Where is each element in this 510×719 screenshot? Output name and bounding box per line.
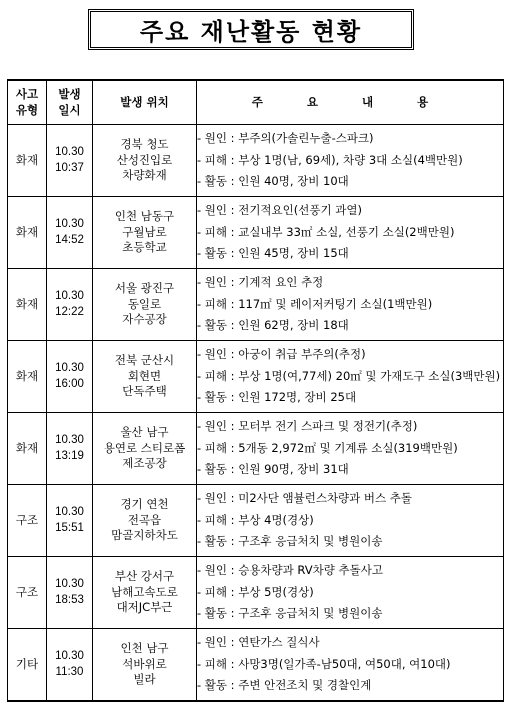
detail-line: - 피해 : 교실내부 33㎡ 소실, 선풍기 소실(2백만원) — [197, 224, 455, 239]
incident-type: 화재 — [8, 341, 47, 413]
location-line: 차량화재 — [122, 168, 167, 183]
incident-details — [197, 629, 504, 702]
incident-details — [197, 269, 504, 341]
location-line: 구월남로 — [122, 224, 167, 239]
header-location: 발생 위치 — [93, 80, 197, 125]
detail-line: - 피해 : 부상 4명(경상) — [197, 512, 314, 527]
detail-line: - 원인 : 아궁이 취급 부주의(추정) — [197, 346, 366, 361]
header-date: 발생 일시 — [47, 80, 93, 125]
incident-location — [93, 197, 197, 269]
location-line: 맘골지하차도 — [111, 528, 178, 543]
location-line: 경북 청도 — [120, 137, 169, 152]
incident-type: 화재 — [8, 269, 47, 341]
detail-line: - 피해 : 부상 1명(여,77세) 20㎡ 및 가재도구 소실(3백만원) — [197, 368, 501, 383]
location-line: 부산 강서구 — [114, 569, 175, 584]
location-line: 전곡읍 — [127, 512, 162, 527]
location-line: 경기 연천 — [120, 497, 169, 512]
incident-location — [93, 629, 197, 702]
incident-datetime — [47, 125, 93, 197]
detail-line: - 피해 : 부상 1명(남, 69세), 차량 3대 소실(4백만원) — [197, 152, 463, 167]
incident-details — [197, 413, 504, 485]
location-line: 전북 군산시 — [114, 353, 175, 368]
location-line: 울산 남구 — [120, 425, 169, 440]
incident-type: 화재 — [8, 197, 47, 269]
incident-time: 15:51 — [55, 521, 84, 534]
location-line: 산성진입로 — [116, 152, 173, 167]
detail-line: - 활동 : 구조후 응급처치 및 병원이송 — [197, 606, 383, 621]
location-line: 대저JC부근 — [116, 600, 173, 615]
detail-line: - 활동 : 인원 90명, 장비 31대 — [197, 462, 349, 477]
detail-line: - 피해 : 부상 5명(경상) — [197, 584, 314, 599]
location-line: 초등학교 — [122, 240, 167, 255]
incident-location — [93, 125, 197, 197]
table-row — [8, 269, 504, 341]
location-line: 제조공장 — [122, 456, 167, 471]
header-type: 사고 유형 — [8, 80, 47, 125]
table-row — [8, 413, 504, 485]
incident-date: 10.30 — [55, 577, 84, 590]
incident-type: 화재 — [8, 413, 47, 485]
detail-line: - 활동 : 인원 45명, 장비 15대 — [197, 246, 349, 261]
incident-details — [197, 485, 504, 557]
incident-table — [7, 79, 504, 702]
incident-datetime — [47, 557, 93, 629]
incident-datetime — [47, 341, 93, 413]
incident-date: 10.30 — [55, 145, 84, 158]
incident-time: 13:19 — [55, 449, 84, 462]
detail-line: - 원인 : 연탄가스 질식사 — [197, 634, 320, 649]
incident-date: 10.30 — [55, 217, 84, 230]
incident-location — [93, 341, 197, 413]
incident-details — [197, 125, 504, 197]
location-line: 회현면 — [127, 368, 162, 383]
location-line: 석바위로 — [122, 656, 167, 671]
location-line: 인천 남구 — [120, 641, 169, 656]
table-row — [8, 629, 504, 702]
detail-line: - 원인 : 미2사단 앰뷸런스차량과 버스 추돌 — [197, 490, 413, 505]
incident-time: 11:30 — [55, 665, 84, 678]
location-line: 남해고속도로 — [111, 584, 178, 599]
incident-details — [197, 341, 504, 413]
detail-line: - 활동 : 인원 40명, 장비 10대 — [197, 174, 349, 189]
table-row — [8, 125, 504, 197]
incident-location — [93, 413, 197, 485]
table-row — [8, 197, 504, 269]
incident-type: 구조 — [8, 557, 47, 629]
detail-line: - 피해 : 사망3명(일가족-남50대, 여50대, 여10대) — [197, 656, 451, 671]
detail-line: - 활동 : 인원 62명, 장비 18대 — [197, 318, 349, 333]
incident-time: 16:00 — [55, 377, 84, 390]
incident-datetime — [47, 269, 93, 341]
page-title: 주요 재난활동 현황 — [88, 9, 414, 50]
detail-line: - 활동 : 인원 172명, 장비 25대 — [197, 390, 357, 405]
table-row — [8, 341, 504, 413]
detail-line: - 원인 : 기계적 요인 추정 — [197, 274, 324, 289]
table-row — [8, 557, 504, 629]
detail-line: - 원인 : 전기적요인(선풍기 과열) — [197, 202, 362, 217]
incident-type: 기타 — [8, 629, 47, 702]
header-description: 주 요 내 용 — [197, 80, 504, 125]
incident-time: 10:37 — [55, 161, 84, 174]
incident-date: 10.30 — [55, 433, 84, 446]
location-line: 동일로 — [127, 296, 162, 311]
incident-datetime — [47, 629, 93, 702]
incident-date: 10.30 — [55, 361, 84, 374]
location-line: 서울 광진구 — [114, 281, 175, 296]
incident-datetime — [47, 197, 93, 269]
incident-date: 10.30 — [55, 649, 84, 662]
table-row — [8, 485, 504, 557]
detail-line: - 활동 : 구조후 응급처치 및 병원이송 — [197, 534, 383, 549]
detail-line: - 피해 : 117㎡ 및 레이저커팅기 소실(1백만원) — [197, 296, 433, 311]
detail-line: - 원인 : 모터부 전기 스파크 및 정전기(추정) — [197, 418, 418, 433]
location-line: 단독주택 — [122, 384, 167, 399]
incident-date: 10.30 — [55, 289, 84, 302]
table-header-row — [8, 80, 504, 125]
location-line: 빌라 — [133, 672, 156, 687]
incident-location — [93, 269, 197, 341]
incident-datetime — [47, 413, 93, 485]
incident-location — [93, 485, 197, 557]
incident-details — [197, 197, 504, 269]
location-line: 자수공장 — [122, 312, 167, 327]
incident-time: 12:22 — [55, 305, 84, 318]
incident-time: 14:52 — [55, 233, 84, 246]
incident-type: 화재 — [8, 125, 47, 197]
incident-type: 구조 — [8, 485, 47, 557]
incident-location — [93, 557, 197, 629]
incident-time: 18:53 — [55, 593, 84, 606]
incident-date: 10.30 — [55, 505, 84, 518]
location-line: 인천 남동구 — [114, 209, 175, 224]
detail-line: - 원인 : 부주의(가솔린누출-스파크) — [197, 130, 374, 145]
incident-details — [197, 557, 504, 629]
incident-datetime — [47, 485, 93, 557]
detail-line: - 피해 : 5개동 2,972㎡ 및 기계류 소실(319백만원) — [197, 440, 458, 455]
detail-line: - 활동 : 주변 안전조치 및 경찰인계 — [197, 678, 372, 693]
detail-line: - 원인 : 승용차량과 RV차량 추돌사고 — [197, 562, 383, 577]
location-line: 용연로 스티로폼 — [103, 440, 186, 455]
